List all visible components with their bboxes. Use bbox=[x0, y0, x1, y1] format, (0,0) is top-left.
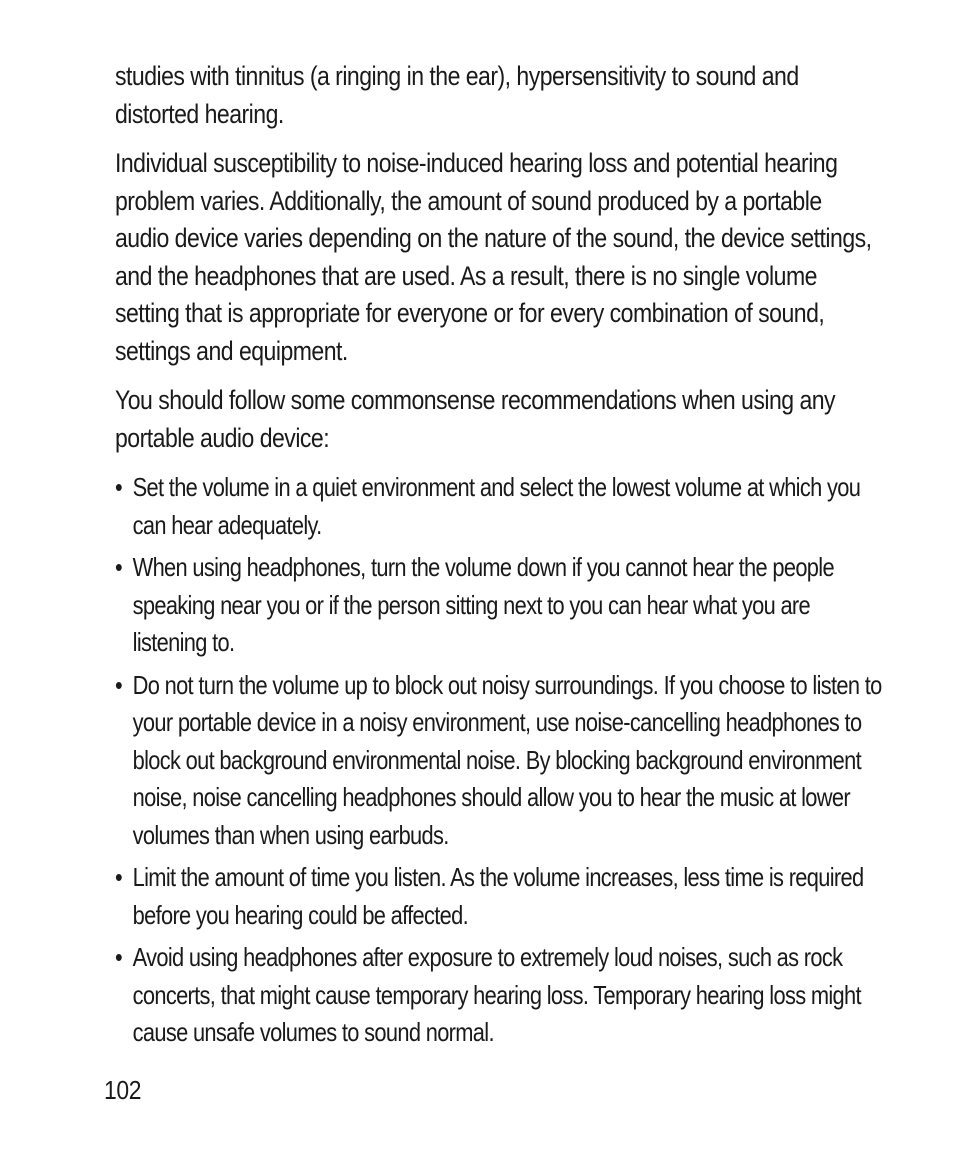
list-item-text: Limit the amount of time you listen. As the volume increases, less time is required before you hearing could be affected. bbox=[132, 862, 864, 930]
bullet-icon: • bbox=[115, 552, 122, 582]
bullet-icon: • bbox=[115, 942, 122, 972]
list-item-text: Set the volume in a quiet environment and select the lowest volume at which you can hear adequately. bbox=[132, 472, 861, 540]
bullet-icon: • bbox=[115, 862, 122, 892]
list-item bbox=[115, 859, 889, 934]
paragraph-recommendations-intro: You should follow some commonsense recommendations when using any portable audio device: bbox=[115, 385, 836, 453]
list-item bbox=[115, 939, 889, 1052]
list-item bbox=[115, 549, 889, 662]
paragraph-tinnitus: studies with tinnitus (a ringing in the ear), hypersensitivity to sound and distorted hearing. bbox=[115, 61, 799, 129]
list-item bbox=[115, 469, 889, 544]
bullet-icon: • bbox=[115, 472, 122, 502]
list-item-text: Do not turn the volume up to block out noisy surroundings. If you choose to listen to your portable device in a noisy environment, use noise-cancelling headphones to block out background environmental noise. By blocking background environment noise, noise cancelling headphones should allow you to hear the music at lower volumes than when using earbuds. bbox=[132, 669, 882, 850]
list-item-text: When using headphones, turn the volume down if you cannot hear the people speaking near you or if the person sitting next to you can hear what you are listening to. bbox=[132, 552, 834, 657]
page-body bbox=[115, 58, 882, 1057]
list-item bbox=[115, 667, 889, 855]
recommendations-list bbox=[115, 469, 882, 1052]
list-item-text: Avoid using headphones after exposure to extremely loud noises, such as rock concerts, that might cause temporary hearing loss. Temporary hearing loss might cause unsafe volumes to sound normal. bbox=[132, 942, 861, 1047]
page-number: 102 bbox=[104, 1075, 142, 1105]
bullet-icon: • bbox=[115, 669, 122, 700]
paragraph-susceptibility: Individual susceptibility to noise-induced hearing loss and potential hearing problem varies. Additionally, the amount of sound produced by a portable audio device varies depending on the nature of the sound, the device settings, and the headphones that are used. As a result, there is no single volume setting that is appropriate for everyone or for every combination of sound, settings and equipment. bbox=[115, 148, 872, 366]
